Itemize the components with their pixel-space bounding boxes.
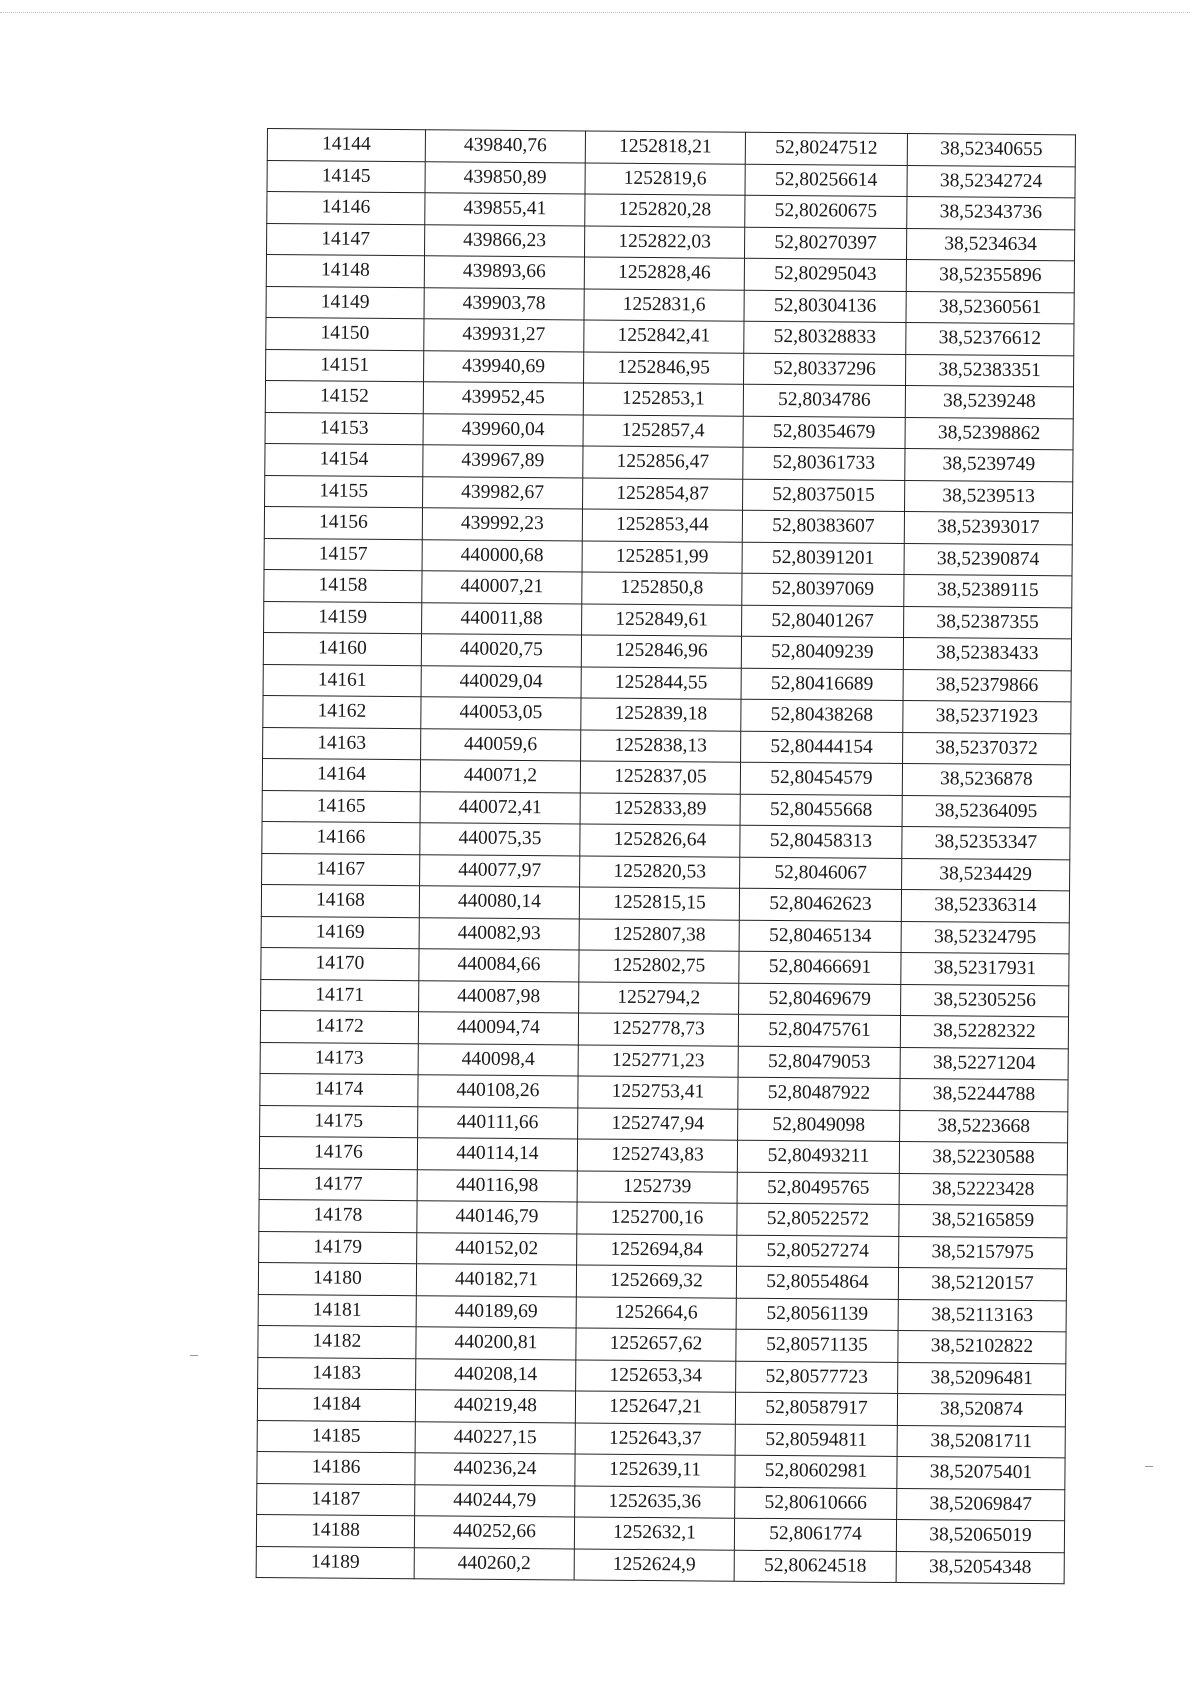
table-cell: 14171 [261,979,419,1012]
table-cell: 52,80416689 [741,668,903,701]
table-cell: 440189,69 [416,1295,576,1328]
table-cell: 440108,26 [418,1075,578,1108]
table-cell: 1252838,13 [581,729,741,762]
table-cell: 440077,97 [420,854,580,887]
table-cell: 1252739 [577,1170,737,1203]
table-cell: 14162 [263,695,421,728]
table-cell: 14166 [262,821,420,854]
table-cell: 1252857,4 [583,414,743,447]
table-cell: 14163 [263,727,421,760]
table-cell: 1252802,75 [579,950,739,983]
table-cell: 1252647,21 [575,1391,735,1424]
table-cell: 38,52371923 [903,701,1071,734]
table-cell: 440084,66 [419,949,579,982]
table-cell: 52,80493211 [737,1140,899,1173]
table-cell: 14159 [264,601,422,634]
table-cell: 52,80397069 [742,573,904,606]
table-cell: 38,52271204 [900,1047,1068,1080]
table-cell: 38,52081711 [897,1425,1065,1458]
table-cell: 1252820,53 [580,855,740,888]
table-cell: 440236,24 [415,1453,575,1486]
table-cell: 52,80495765 [737,1172,899,1205]
table-cell: 1252818,21 [585,131,745,164]
table-cell: 52,80587917 [735,1392,897,1425]
table-cell: 14144 [267,129,425,162]
table-cell: 52,80602981 [735,1455,897,1488]
table-cell: 1252624,9 [574,1548,734,1581]
table-cell: 1252753,41 [578,1076,738,1109]
table-cell: 440075,35 [420,823,580,856]
table-cell: 1252856,47 [583,446,743,479]
table-cell: 52,80561139 [736,1298,898,1331]
table-cell: 1252854,87 [583,477,743,510]
table-cell: 440146,79 [417,1201,577,1234]
table-cell: 38,52383433 [903,638,1071,671]
table-cell: 440082,93 [419,917,579,950]
coordinates-table-body [256,129,1075,1584]
table-cell: 1252853,1 [583,383,743,416]
table-cell: 52,80444154 [741,731,903,764]
table-cell: 1252643,37 [575,1422,735,1455]
table-cell: 38,52370372 [903,732,1071,765]
table-cell: 38,52157975 [899,1236,1067,1269]
table-cell: 1252853,44 [582,509,742,542]
table-cell: 38,52282322 [900,1016,1068,1049]
table-cell: 439967,89 [423,445,583,478]
table-cell: 1252826,64 [580,824,740,857]
table-cell: 38,52387355 [904,606,1072,639]
table-cell: 38,5223668 [900,1110,1068,1143]
table-cell: 440020,75 [421,634,581,667]
table-cell: 38,5236878 [902,764,1070,797]
scan-mark [1145,1466,1153,1467]
table-cell: 38,52343736 [907,197,1075,230]
table-cell: 1252657,62 [576,1328,736,1361]
table-row [256,1546,1064,1584]
table-cell: 52,80479053 [738,1046,900,1079]
table-cell: 439931,27 [424,319,584,352]
table-cell: 38,52336314 [901,890,1069,923]
table-cell: 52,80462623 [739,888,901,921]
table-cell: 52,8049098 [738,1109,900,1142]
table-cell: 439855,41 [425,193,585,226]
table-cell: 38,5239248 [905,386,1073,419]
table-cell: 14178 [259,1199,417,1232]
table-cell: 440007,21 [422,571,582,604]
table-cell: 14150 [266,317,424,350]
table-cell: 38,52305256 [901,984,1069,1017]
table-cell: 1252747,94 [578,1107,738,1140]
table-cell: 440200,81 [416,1327,576,1360]
table-cell: 38,52360561 [906,291,1074,324]
table-cell: 440116,98 [417,1169,577,1202]
table-cell: 439960,04 [423,413,583,446]
table-cell: 14183 [258,1357,416,1390]
table-cell: 52,80438268 [741,699,903,732]
table-cell: 38,52393017 [904,512,1072,545]
table-cell: 14187 [257,1483,415,1516]
table-cell: 1252828,46 [584,257,744,290]
table-cell: 38,52383351 [905,354,1073,387]
table-cell: 440260,2 [414,1547,574,1580]
table-cell: 38,52230588 [899,1141,1067,1174]
table-cell: 52,80554864 [736,1266,898,1299]
table-cell: 440011,88 [422,602,582,635]
table-cell: 440098,4 [418,1043,578,1076]
table-cell: 1252846,95 [584,351,744,384]
table-cell: 52,80522572 [737,1203,899,1236]
table-cell: 439952,45 [423,382,583,415]
table-cell: 52,80328833 [744,321,906,354]
table-cell: 38,52324795 [901,921,1069,954]
table-cell: 1252794,2 [579,981,739,1014]
table-cell: 38,52069847 [897,1488,1065,1521]
table-cell: 38,52096481 [898,1362,1066,1395]
table-cell: 14167 [262,853,420,886]
table-cell: 440094,74 [418,1012,578,1045]
table-cell: 14160 [263,632,421,665]
table-cell: 52,80354679 [743,416,905,449]
table-cell: 38,5234634 [906,228,1074,261]
scan-border-line [0,12,1190,13]
table-cell: 38,52379866 [903,669,1071,702]
table-cell: 1252694,84 [577,1233,737,1266]
table-cell: 14153 [265,412,423,445]
table-cell: 1252819,6 [585,163,745,196]
table-cell: 52,80337296 [744,353,906,386]
table-cell: 14177 [259,1168,417,1201]
table-cell: 439903,78 [424,287,584,320]
table-cell: 38,5239513 [905,480,1073,513]
table-cell: 38,52223428 [899,1173,1067,1206]
table-cell: 439893,66 [424,256,584,289]
table-cell: 439992,23 [422,508,582,541]
table-cell: 14180 [258,1262,416,1295]
table-cell: 440182,71 [416,1264,576,1297]
table-cell: 14170 [261,947,419,980]
table-cell: 14164 [262,758,420,791]
table-cell: 14176 [259,1136,417,1169]
table-cell: 52,80466691 [739,951,901,984]
table-cell: 38,520874 [897,1393,1065,1426]
scan-mark [190,1355,198,1356]
table-cell: 14145 [267,160,425,193]
table-cell: 52,8034786 [743,384,905,417]
table-cell: 1252833,89 [580,792,740,825]
table-cell: 1252771,23 [578,1044,738,1077]
table-cell: 1252820,28 [585,194,745,227]
table-cell: 38,52364095 [902,795,1070,828]
table-cell: 1252849,61 [582,603,742,636]
table-cell: 1252842,41 [584,320,744,353]
table-cell: 439850,89 [425,161,585,194]
table-cell: 38,52390874 [904,543,1072,576]
table-cell: 14173 [260,1042,418,1075]
table-cell: 38,52353347 [902,827,1070,860]
table-cell: 52,80455668 [740,794,902,827]
table-cell: 1252653,34 [576,1359,736,1392]
table-cell: 440152,02 [417,1232,577,1265]
table-cell: 14152 [265,380,423,413]
table-cell: 52,80594811 [735,1424,897,1457]
table-cell: 14188 [256,1514,414,1547]
table-cell: 38,52120157 [898,1267,1066,1300]
table-cell: 38,5239749 [905,449,1073,482]
table-cell: 52,80487922 [738,1077,900,1110]
table-cell: 440000,68 [422,539,582,572]
table-cell: 38,52389115 [904,575,1072,608]
table-cell: 52,80270397 [744,227,906,260]
table-cell: 38,52398862 [905,417,1073,450]
table-cell: 439866,23 [425,224,585,257]
table-cell: 14157 [264,538,422,571]
table-cell: 14169 [261,916,419,949]
table-cell: 14168 [261,884,419,917]
table-cell: 38,52244788 [900,1079,1068,1112]
table-cell: 52,80624518 [734,1550,896,1583]
table-cell: 52,80383607 [742,510,904,543]
table-cell: 14186 [257,1451,415,1484]
table-cell: 440087,98 [419,980,579,1013]
table-cell: 38,52340655 [907,134,1075,167]
table-cell: 14161 [263,664,421,697]
table-cell: 1252743,83 [577,1139,737,1172]
table-cell: 52,80256614 [745,164,907,197]
table-cell: 38,52113163 [898,1299,1066,1332]
table-cell: 440208,14 [416,1358,576,1391]
table-cell: 52,8046067 [740,857,902,890]
table-cell: 52,80577723 [736,1361,898,1394]
table-cell: 440071,2 [420,760,580,793]
table-cell: 14148 [266,255,424,288]
table-cell: 14155 [265,475,423,508]
table-cell: 14154 [265,443,423,476]
table-cell: 439840,76 [425,130,585,163]
table-cell: 14156 [264,506,422,539]
table-cell: 52,80401267 [742,605,904,638]
table-cell: 1252807,38 [579,918,739,951]
table-cell: 440080,14 [419,886,579,919]
table-cell: 52,80475761 [738,1014,900,1047]
table-cell: 38,52054348 [896,1551,1064,1584]
table-cell: 1252831,6 [584,288,744,321]
table-cell: 1252815,15 [579,887,739,920]
table-cell: 14182 [258,1325,416,1358]
table-cell: 14181 [258,1294,416,1327]
table-cell: 1252837,05 [580,761,740,794]
table-cell: 52,80375015 [743,479,905,512]
table-cell: 52,80260675 [745,195,907,228]
table-cell: 38,52355896 [906,260,1074,293]
table-cell: 1252851,99 [582,540,742,573]
table-cell: 440111,66 [418,1106,578,1139]
table-cell: 1252778,73 [578,1013,738,1046]
table-cell: 440059,6 [421,728,581,761]
table-cell: 1252850,8 [582,572,742,605]
table-cell: 14179 [259,1231,417,1264]
table-cell: 1252844,55 [581,666,741,699]
table-cell: 38,52102822 [898,1330,1066,1363]
table-cell: 440114,14 [417,1138,577,1171]
table-cell: 440219,48 [415,1390,575,1423]
table-cell: 1252700,16 [577,1202,737,1235]
table-cell: 14146 [267,192,425,225]
table-cell: 14175 [260,1105,418,1138]
table-cell: 1252846,96 [581,635,741,668]
table-cell: 52,80458313 [740,825,902,858]
table-cell: 52,80247512 [745,132,907,165]
coordinates-table [256,128,1076,1584]
table-cell: 38,52342724 [907,165,1075,198]
table-cell: 14172 [260,1010,418,1043]
table-cell: 52,80527274 [737,1235,899,1268]
table-cell: 14149 [266,286,424,319]
table-cell: 14165 [262,790,420,823]
table-cell: 1252639,11 [575,1454,735,1487]
table-cell: 1252632,1 [574,1517,734,1550]
table-cell: 440072,41 [420,791,580,824]
table-cell: 38,52376612 [906,323,1074,356]
table-cell: 1252822,03 [584,225,744,258]
table-cell: 440227,15 [415,1421,575,1454]
table-cell: 52,80571135 [736,1329,898,1362]
table-cell: 14184 [257,1388,415,1421]
table-cell: 14147 [267,223,425,256]
table-cell: 52,80469679 [739,983,901,1016]
table-cell: 440244,79 [415,1484,575,1517]
table-cell: 14158 [264,569,422,602]
table-cell: 14189 [256,1546,414,1579]
table-cell: 38,52165859 [899,1204,1067,1237]
table-cell: 52,8061774 [734,1518,896,1551]
table-cell: 14185 [257,1420,415,1453]
table-cell: 440029,04 [421,665,581,698]
table-cell: 52,80361733 [743,447,905,480]
table-cell: 52,80304136 [744,290,906,323]
table-cell: 1252664,6 [576,1296,736,1329]
table-cell: 52,80295043 [744,258,906,291]
table-cell: 14151 [266,349,424,382]
table-cell: 1252839,18 [581,698,741,731]
table-cell: 52,80391201 [742,542,904,575]
table-cell: 1252635,36 [575,1485,735,1518]
table-cell: 52,80409239 [741,636,903,669]
table-cell: 52,80454579 [740,762,902,795]
table-cell: 440252,66 [414,1516,574,1549]
table-cell: 38,5234429 [902,858,1070,891]
table-cell: 38,52075401 [897,1456,1065,1489]
table-cell: 52,80610666 [735,1487,897,1520]
table-cell: 14174 [260,1073,418,1106]
table-cell: 1252669,32 [576,1265,736,1298]
table-cell: 52,80465134 [739,920,901,953]
table-cell: 440053,05 [421,697,581,730]
table-cell: 38,52317931 [901,953,1069,986]
table-cell: 38,52065019 [896,1519,1064,1552]
table-cell: 439940,69 [424,350,584,383]
table-cell: 439982,67 [423,476,583,509]
